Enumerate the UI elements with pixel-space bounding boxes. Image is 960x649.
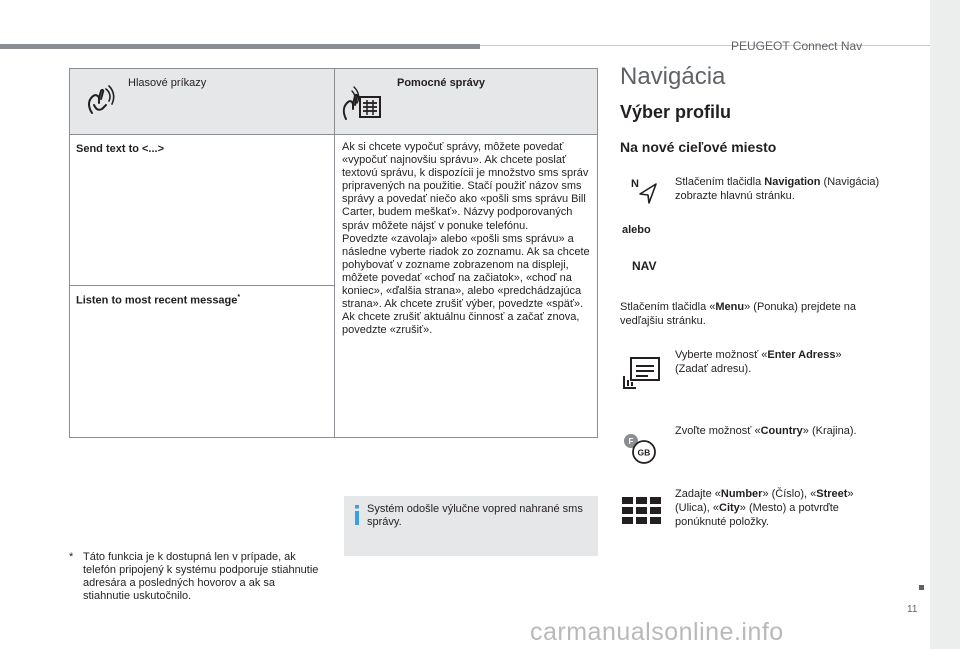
step3-post: » (Krajina). — [802, 425, 857, 437]
voice-help-icon — [342, 85, 382, 121]
step-menu — [620, 300, 870, 328]
step3-pre: Zvoľte možnosť « — [675, 425, 761, 437]
section-title: Výber profilu — [620, 102, 732, 122]
subsection-title: Na nové cieľové miesto — [620, 139, 777, 155]
watermark: carmanualsonline.info — [530, 618, 784, 646]
command-listen-message-label: Listen to most recent message — [76, 294, 238, 307]
step4-d: » (Mesto) a potvrďte ponúknuté položky. — [675, 502, 839, 528]
n-icon-letter: N — [631, 178, 639, 190]
info-box — [344, 496, 598, 556]
table-column-divider — [334, 69, 335, 437]
table-row-divider — [70, 285, 334, 286]
step4-keyword-street: Street — [816, 488, 848, 500]
step-navigation — [675, 175, 885, 203]
footnote-text: Táto funkcia je k dostupná len v prípade, ak telefón pripojený k systému podporuje stiahnutie adresára a posledných hovorov a ak sa stiahnutie uskutočnilo. — [83, 551, 319, 602]
enter-address-icon — [622, 356, 662, 390]
help-message-text: Ak si chcete vypočuť správy, môžete povedať «vypočuť najnovšiu správu». Ak chcete poslať textovú správu, k dispozícii je množstvo sms správ pripravených na použitie. Stačí použiť názov sms správy a povedať niečo ako «pošli sms správu Bill Carter, budem meškať». Názvy podporovaných správ môžete nájsť v ponuke telefónu. Povedzte «zavolaj» alebo «pošli sms správu» a následne vyberte riadok zo zoznamu. Ak sa chcete pohybovať v zozname zobrazenom na displeji, môžete povedať «choď na začiatok», «choď na koniec», «ďalšia strana», alebo «predchádzajúca strana». Ak chcete zrušiť výber, povedzte «späť». Ak chcete zrušiť aktuálnu činnosť a začať znova, povedzte «zrušiť». — [342, 141, 590, 337]
menu-pre: Stlačením tlačidla « — [620, 301, 716, 313]
step4-keyword-number: Number — [720, 488, 763, 500]
voice-commands-table — [69, 68, 598, 438]
step-enter-address — [675, 348, 875, 376]
step-country — [675, 424, 875, 438]
footnote-asterisk: * — [69, 551, 74, 563]
country-icon-f: F — [628, 437, 634, 446]
command-send-text: Send text to <...> — [76, 143, 165, 155]
step4-c: » (Ulica), « — [675, 488, 854, 514]
header-rule — [0, 44, 480, 49]
page-edge-strip — [930, 0, 960, 649]
column-header-help-messages: Pomocné správy — [397, 77, 486, 89]
step2-post: » (Zadať adresu). — [675, 349, 842, 375]
command-listen-message — [76, 294, 240, 307]
header-rule-thin — [480, 45, 940, 46]
nav-button-label: NAV — [632, 259, 657, 273]
step1-pre: Stlačením tlačidla — [675, 176, 765, 188]
info-text: Systém odošle výlučne vopred nahrané sms správy. — [367, 503, 583, 528]
country-icon-gb: GB — [637, 447, 651, 458]
or-label: alebo — [622, 224, 651, 236]
page-marker — [919, 585, 924, 590]
navigation-n-icon — [630, 176, 660, 206]
brand-label: PEUGEOT Connect Nav — [731, 39, 863, 53]
menu-post: » (Ponuka) prejdete na vedľajšiu stránku. — [620, 301, 857, 327]
step-address-fields — [675, 487, 885, 529]
page-title: Navigácia — [620, 63, 726, 90]
voice-command-icon — [84, 85, 116, 115]
info-icon — [354, 505, 360, 525]
menu-keyword: Menu — [715, 301, 745, 313]
footnote-mark: * — [237, 294, 241, 301]
page-number: 11 — [907, 604, 918, 615]
step1-keyword: Navigation — [764, 176, 821, 188]
keypad-grid-icon — [622, 497, 662, 525]
step4-keyword-city: City — [719, 502, 740, 514]
column-header-voice-commands: Hlasové príkazy — [128, 77, 207, 89]
step4-a: Zadajte « — [675, 488, 721, 500]
step3-keyword: Country — [760, 425, 803, 437]
step2-keyword: Enter Adress — [767, 349, 836, 361]
country-icon — [623, 432, 659, 464]
step4-b: » (Číslo), « — [762, 488, 817, 500]
step1-post: (Navigácia) zobrazte hlavnú stránku. — [675, 176, 880, 202]
step2-pre: Vyberte možnosť « — [675, 349, 768, 361]
